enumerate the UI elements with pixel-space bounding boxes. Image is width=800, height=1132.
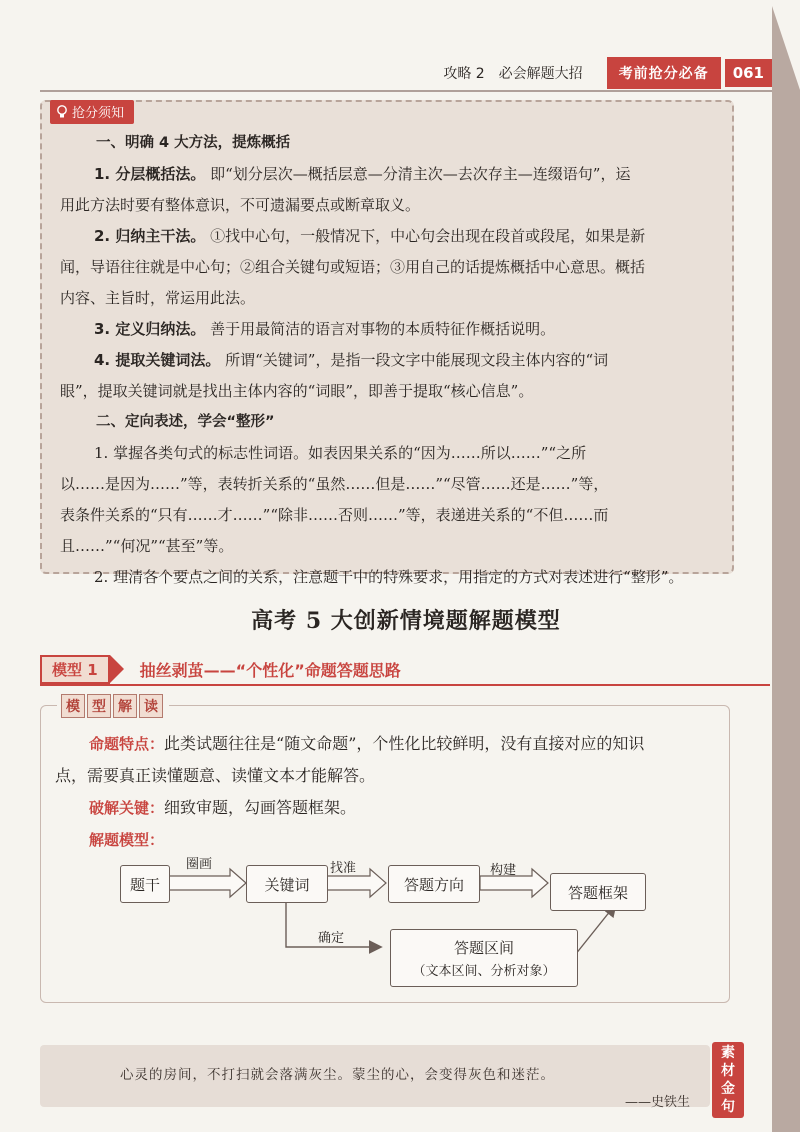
shaping-1-text-c: 表条件关系的“只有……才……”“除非……否则……”等，表递进关系的“不但……而	[60, 506, 609, 524]
tips-badge-label: 抢分须知	[72, 106, 125, 121]
key-label: 破解关键：	[89, 799, 165, 817]
header-strategy: 攻略 2 必会解题大招	[443, 66, 583, 82]
method-2-text-c: 内容、主旨时，常运用此法。	[60, 289, 256, 307]
flow-node-range-sub: （文本区间、分析对象）	[412, 964, 556, 979]
quote-tag-char: 句	[721, 1099, 735, 1115]
flow-node-range	[390, 929, 578, 987]
flow-node-direction: 答题方向	[388, 865, 480, 903]
method-3-label: 3. 定义归纳法。	[94, 320, 206, 338]
tips-section-1-title: 一、明确 4 大方法，提炼概括	[96, 135, 291, 151]
edge-label-circle: 圈画	[186, 857, 213, 872]
method-2-text-b: 闻，导语往往就是中心句；②组合关键句或短语；③用自己的话提炼概括中心意思。概括	[60, 258, 646, 276]
analysis-badge-char: 型	[87, 694, 111, 718]
flow-diagram	[80, 845, 680, 995]
section-title: 高考 5 大创新情境题解题模型	[251, 608, 561, 634]
method-1-label: 1. 分层概括法。	[94, 165, 206, 183]
flow-connectors	[80, 845, 680, 995]
connector-up	[575, 905, 615, 955]
chevron-right-icon	[110, 655, 124, 683]
quote-tag-char: 素	[721, 1045, 735, 1061]
model-label-text: 解题模型：	[89, 831, 165, 849]
method-3	[60, 314, 714, 345]
method-1-text-b: 用此方法时要有整体意识，不可遗漏要点或断章取义。	[60, 196, 421, 214]
arrow-1	[168, 869, 246, 897]
header-rule	[40, 90, 772, 92]
shaping-1-text-d: 且……”“何况”“甚至”等。	[60, 537, 234, 555]
tips-badge	[50, 100, 134, 124]
method-2-label: 2. 归纳主干法。	[94, 227, 206, 245]
page-number: 061	[725, 59, 772, 87]
analysis-badge-char: 读	[139, 694, 163, 718]
quote-tag	[712, 1042, 744, 1118]
quote-author: ——史铁生	[624, 1095, 690, 1110]
flow-node-keyword: 关键词	[246, 865, 328, 903]
tips-content	[60, 128, 714, 593]
quote-box	[40, 1045, 710, 1110]
page-edge-corner	[770, 0, 800, 90]
method-3-text: 善于用最简洁的语言对事物的本质特征作概括说明。	[210, 320, 556, 338]
analysis-text	[55, 728, 717, 856]
edge-label-determine: 确定	[318, 931, 345, 946]
edge-label-build: 构建	[490, 863, 517, 878]
method-1-text-a: 即“划分层次—概括层意—分清主次—去次存主—连缀语句”，运	[210, 165, 631, 183]
method-1	[60, 159, 714, 190]
analysis-badge	[57, 694, 169, 718]
tips-section-2-title: 二、定向表述，学会“整形”	[96, 414, 275, 430]
edge-label-find: 找准	[330, 861, 357, 876]
model-label: 模型 1	[40, 655, 110, 684]
method-4	[60, 345, 714, 376]
lightbulb-icon	[56, 105, 68, 119]
flow-node-stem: 题干	[120, 865, 170, 903]
tips-box	[40, 100, 734, 586]
method-4-label: 4. 提取关键词法。	[94, 351, 221, 369]
feature-text-a: 此类试题往往是“随文命题”，个性化比较鲜明，没有直接对应的知识	[164, 734, 645, 753]
method-4-text-a: 所谓“关键词”，是指一段文字中能展现文段主体内容的“词	[225, 351, 609, 369]
analysis-badge-char: 模	[61, 694, 85, 718]
feature-text-b: 点，需要真正读懂题意、读懂文本才能解答。	[55, 766, 376, 785]
shaping-2-text: 2. 理清各个要点之间的关系，注意题干中的特殊要求，用指定的方式对表述进行“整形”。	[94, 568, 684, 586]
page-header	[40, 58, 772, 88]
quote-tag-char: 材	[721, 1063, 735, 1079]
flow-node-framework: 答题框架	[550, 873, 646, 911]
shaping-1-text-a: 1. 掌握各类句式的标志性词语。如表因果关系的“因为……所以……”“之所	[94, 444, 587, 462]
page-edge	[772, 0, 800, 1132]
method-2-text-a: ①找中心句，一般情况下，中心句会出现在段首或段尾，如果是新	[210, 227, 646, 245]
model-title: 抽丝剥茧——“个性化”命题答题思路	[139, 660, 401, 680]
quote-tag-char: 金	[721, 1081, 735, 1097]
method-2	[60, 221, 714, 252]
model-heading	[40, 655, 760, 683]
shaping-1-text-b: 以……是因为……”等，表转折关系的“虽然……但是……”“尽管……还是……”等，	[60, 475, 609, 493]
analysis-badge-char: 解	[113, 694, 137, 718]
feature-line-a	[55, 728, 717, 760]
key-line	[55, 792, 717, 824]
header-tag: 考前抢分必备	[607, 57, 721, 89]
flow-node-range-title: 答题区间	[453, 939, 514, 957]
feature-label: 命题特点：	[89, 735, 165, 753]
model-rule	[40, 684, 770, 686]
quote-text: 心灵的房间，不打扫就会落满灰尘。蒙尘的心，会变得灰色和迷茫。	[120, 1067, 555, 1083]
key-text: 细致审题，勾画答题框架。	[164, 798, 357, 817]
method-4-text-b: 眼”，提取关键词就是找出主体内容的“词眼”，即善于提取“核心信息”。	[60, 382, 534, 400]
